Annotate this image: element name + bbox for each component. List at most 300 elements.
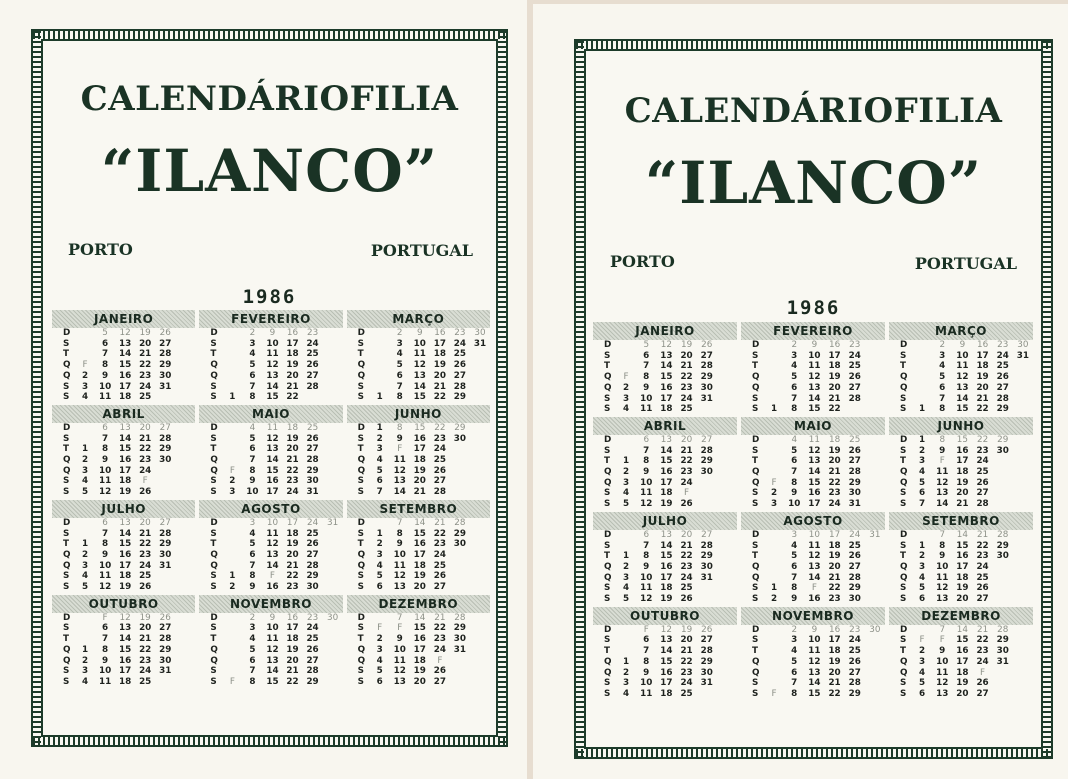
weekday-label: Q [604, 477, 612, 488]
day-number: 11 [808, 361, 821, 372]
day-number: 12 [413, 360, 426, 371]
day-number: 24 [139, 560, 152, 571]
day-number: 28 [700, 540, 713, 551]
day-number: 17 [660, 393, 673, 404]
week-row [75, 476, 195, 487]
week-row [616, 478, 737, 489]
day-number [370, 518, 390, 529]
day-number: 29 [159, 360, 172, 371]
weekday-label: S [604, 350, 611, 361]
weekday-label: Q [63, 549, 71, 560]
day-number: 28 [306, 560, 319, 571]
day-number [470, 455, 490, 466]
day-number: F [229, 465, 235, 476]
day-number: 7 [643, 445, 650, 456]
week-row [75, 392, 195, 403]
day-number: 26 [159, 612, 171, 623]
day-number: 3 [791, 529, 798, 540]
month-block [52, 405, 195, 498]
day-number: 12 [660, 340, 672, 350]
day-number: 13 [808, 667, 821, 678]
weekday-label: S [63, 476, 70, 487]
day-number: 17 [956, 561, 969, 572]
day-number: 11 [808, 434, 820, 445]
day-number [175, 666, 195, 677]
day-number: 19 [413, 571, 426, 582]
week-row [370, 550, 490, 561]
weekday-label: S [357, 381, 364, 392]
day-number [222, 550, 242, 561]
day-number: 4 [623, 404, 630, 415]
day-number: 3 [919, 561, 926, 572]
day-number: 31 [327, 517, 339, 528]
weekday-label: Q [752, 372, 760, 383]
week-row [616, 394, 737, 405]
day-number: 22 [976, 635, 989, 646]
day-number: 10 [640, 477, 653, 488]
day-number: 21 [413, 487, 426, 498]
day-number: 13 [660, 529, 672, 540]
weekday-label: D [357, 328, 365, 338]
day-number: 16 [828, 340, 841, 350]
day-number: 10 [788, 499, 801, 510]
weekday-label: S [357, 666, 364, 677]
day-number: 15 [808, 477, 821, 488]
day-number: 30 [996, 551, 1009, 562]
weekday-label: D [900, 624, 908, 635]
weekday-label: Q [210, 360, 218, 371]
day-number: 8 [396, 422, 403, 433]
day-number [865, 488, 885, 499]
day-number [370, 328, 390, 339]
day-number: 17 [828, 350, 841, 361]
day-number: 20 [286, 655, 299, 666]
day-number: 25 [680, 404, 693, 415]
weekday-label: S [210, 528, 217, 539]
weekday-label: S [752, 404, 759, 415]
day-number: 15 [119, 644, 132, 655]
weekday-column [752, 435, 764, 510]
day-number: 12 [393, 571, 406, 582]
weekday-label: D [63, 422, 71, 433]
day-number [616, 351, 636, 362]
day-number [470, 656, 490, 667]
week-row [616, 594, 737, 605]
day-number: 10 [808, 635, 821, 646]
day-number: 25 [306, 349, 319, 360]
day-number: 19 [956, 477, 969, 488]
day-number: 18 [119, 392, 132, 403]
week-row [222, 518, 342, 529]
day-number [450, 455, 470, 466]
weekday-label: Q [357, 455, 366, 466]
day-number [865, 594, 885, 605]
day-number [616, 625, 636, 636]
day-number: 3 [939, 350, 946, 361]
card-title: CALENDÁRIOFILIA [624, 91, 1003, 131]
city-label: PORTO [68, 240, 133, 259]
week-row [616, 404, 737, 415]
day-number [75, 634, 95, 645]
day-number: 29 [996, 635, 1009, 646]
day-number: 20 [680, 350, 693, 361]
day-number: 21 [956, 499, 969, 510]
weekday-label: S [210, 623, 217, 634]
weekday-column [752, 625, 764, 700]
day-number: 12 [266, 433, 279, 444]
weekday-label: S [63, 623, 70, 634]
day-number: 4 [249, 634, 256, 645]
day-number: F [771, 477, 777, 488]
day-number: 4 [623, 688, 630, 699]
day-number: 30 [700, 382, 713, 393]
weekday-label: D [210, 328, 218, 338]
day-number [1013, 646, 1033, 657]
day-number: 14 [808, 572, 821, 583]
day-number: 14 [266, 381, 279, 392]
day-number: 22 [828, 688, 841, 699]
day-number [1013, 383, 1033, 394]
day-number [865, 668, 885, 679]
day-number [323, 382, 343, 393]
day-number: 20 [680, 434, 693, 445]
day-number: 10 [808, 350, 821, 361]
week-row [764, 478, 885, 489]
day-number [370, 382, 390, 393]
day-number [470, 561, 490, 572]
day-number [993, 689, 1013, 700]
day-number: 21 [828, 678, 841, 689]
weekday-label: T [900, 361, 907, 372]
day-number: 15 [119, 539, 132, 550]
month-name: DEZEMBRO [889, 607, 1033, 625]
month-block [593, 322, 737, 415]
day-number [470, 371, 490, 382]
weekday-label: S [210, 487, 217, 498]
week-row [616, 372, 737, 383]
day-number: 7 [791, 467, 798, 478]
day-number: 4 [791, 361, 798, 372]
day-number: 18 [413, 455, 426, 466]
day-number: 24 [976, 656, 989, 667]
day-number: F [397, 444, 403, 455]
day-number: 26 [848, 445, 861, 456]
day-number: 31 [159, 381, 172, 392]
day-number: 28 [159, 528, 172, 539]
day-number: 4 [81, 476, 89, 487]
day-number: 22 [976, 404, 989, 415]
day-number: 28 [700, 646, 713, 657]
day-number: 17 [286, 623, 299, 634]
weekday-column [604, 530, 616, 605]
day-number: 9 [791, 488, 798, 499]
month-name: MARÇO [347, 310, 490, 328]
day-number: 5 [791, 656, 798, 667]
day-number [323, 476, 343, 487]
day-number: 22 [139, 539, 152, 550]
day-number [764, 541, 784, 552]
day-number: 28 [306, 381, 319, 392]
weekday-label: S [210, 666, 217, 677]
day-number [175, 529, 195, 540]
day-number: 11 [266, 349, 279, 360]
day-number: 3 [623, 393, 630, 404]
day-number: 29 [700, 372, 713, 383]
year-label: 1986 [786, 297, 841, 319]
day-number: 6 [791, 667, 798, 678]
day-number: 4 [376, 655, 383, 666]
weekday-label: S [604, 594, 611, 605]
day-number: 12 [640, 499, 653, 510]
day-number: 21 [680, 445, 693, 456]
weekday-column [63, 518, 75, 593]
week-row [370, 423, 490, 434]
week-row [222, 360, 342, 371]
week-row [912, 541, 1033, 552]
day-number: F [102, 612, 108, 623]
day-number [764, 562, 784, 573]
day-number: 1 [623, 551, 630, 562]
day-number [717, 668, 737, 679]
week-row [370, 656, 490, 667]
day-number: 9 [643, 667, 650, 678]
day-number [370, 360, 390, 371]
day-number: 16 [660, 382, 673, 393]
week-row [370, 434, 490, 445]
weekday-column [210, 613, 222, 688]
weekday-label: Q [357, 465, 366, 476]
day-number [470, 434, 490, 445]
weekday-label: S [900, 488, 907, 499]
day-number [323, 634, 343, 645]
day-number: 28 [848, 393, 861, 404]
day-number: 22 [828, 404, 841, 415]
day-number: 1 [376, 392, 383, 403]
month-name: AGOSTO [199, 500, 342, 518]
day-number: 14 [266, 455, 279, 466]
weekday-label: S [210, 582, 217, 593]
week-row [75, 349, 195, 360]
day-number: 14 [119, 528, 132, 539]
day-number: 19 [660, 499, 673, 510]
weekday-label: S [900, 594, 907, 605]
weekday-label: Q [210, 644, 218, 655]
weekday-label: S [63, 392, 70, 403]
day-number: 8 [102, 360, 109, 371]
day-number: 5 [249, 433, 256, 444]
day-number: 17 [976, 350, 989, 361]
day-number: 17 [119, 666, 132, 677]
day-number [155, 487, 175, 498]
weekday-label: Q [752, 561, 760, 572]
day-number [697, 404, 717, 415]
week-row [222, 434, 342, 445]
week-row [616, 678, 737, 689]
week-row [222, 382, 342, 393]
day-number: 18 [119, 571, 132, 582]
weekday-label: T [604, 361, 611, 372]
day-number: 28 [996, 393, 1009, 404]
day-number: 31 [700, 393, 713, 404]
weekday-label: Q [900, 372, 908, 383]
week-row [370, 613, 490, 624]
week-row [222, 392, 342, 403]
day-number: 29 [453, 528, 467, 539]
day-number [717, 488, 737, 499]
day-number [1013, 478, 1033, 489]
day-number [323, 466, 343, 477]
day-number: 10 [98, 560, 112, 571]
weekday-label: S [357, 676, 364, 687]
week-row [222, 476, 342, 487]
day-number [175, 466, 195, 477]
day-number: 3 [623, 678, 630, 689]
day-number: 2 [623, 467, 630, 478]
weekday-label: D [752, 624, 760, 635]
day-number: 27 [159, 517, 171, 528]
weekday-label: S [357, 528, 364, 539]
day-number: 19 [828, 445, 841, 456]
weekday-label: Q [357, 560, 366, 571]
day-number: 3 [81, 465, 89, 476]
day-number: 11 [808, 540, 821, 551]
day-number: 20 [433, 370, 446, 381]
day-number: 9 [102, 370, 109, 381]
day-number [717, 372, 737, 383]
day-number: 9 [102, 655, 109, 666]
day-number: 3 [229, 487, 236, 498]
week-row [912, 478, 1033, 489]
day-number: 30 [996, 646, 1009, 657]
week-row [764, 404, 885, 415]
week-row [222, 423, 342, 434]
day-number: 11 [266, 422, 279, 433]
day-number: 19 [680, 340, 693, 350]
weekday-label: S [604, 499, 611, 510]
weekday-label: T [752, 551, 759, 562]
day-number: 19 [433, 360, 446, 371]
weekday-label: T [900, 456, 907, 467]
day-number [470, 487, 490, 498]
day-number: 27 [848, 456, 861, 467]
day-number: 16 [266, 582, 279, 593]
day-number [323, 455, 343, 466]
weekday-label: S [752, 445, 759, 456]
day-number [717, 678, 737, 689]
week-row [764, 646, 885, 657]
day-number: 15 [956, 434, 968, 445]
day-number: 14 [956, 529, 968, 540]
day-number: 13 [936, 594, 949, 605]
day-number [323, 539, 343, 550]
day-number: 1 [81, 644, 89, 655]
weekday-label: Q [900, 467, 908, 478]
day-number [912, 351, 932, 362]
day-number: 15 [266, 392, 279, 403]
day-number: 13 [119, 623, 132, 634]
day-number [616, 635, 636, 646]
day-number [470, 634, 490, 645]
day-number [993, 478, 1013, 489]
day-number [764, 340, 784, 351]
weekday-label: D [357, 612, 365, 623]
day-number: F [811, 583, 817, 594]
day-number: 24 [996, 350, 1009, 361]
day-number [865, 678, 885, 689]
day-number: 5 [249, 539, 256, 550]
day-number: 2 [771, 594, 778, 605]
week-row [75, 571, 195, 582]
day-number: 15 [414, 422, 426, 433]
week-row [764, 456, 885, 467]
day-number: 9 [811, 624, 818, 635]
day-number: 14 [413, 381, 426, 392]
day-number [323, 529, 343, 540]
day-number [450, 677, 470, 688]
day-number: 28 [700, 361, 713, 372]
day-number: 17 [266, 487, 279, 498]
day-number: 3 [919, 656, 926, 667]
week-row [370, 539, 490, 550]
week-row [370, 582, 490, 593]
weekday-label: Q [63, 644, 71, 655]
day-number [450, 476, 470, 487]
weekday-column [900, 435, 912, 510]
week-row [912, 446, 1033, 457]
month-name: JANEIRO [593, 322, 737, 340]
day-number: 4 [81, 392, 89, 403]
day-number: 20 [828, 561, 841, 572]
weekday-label: S [63, 487, 70, 498]
day-number: 28 [159, 433, 172, 444]
weekday-label: T [357, 539, 364, 550]
day-number: 26 [306, 644, 319, 655]
day-number: 23 [433, 539, 446, 550]
day-number [222, 656, 242, 667]
month-name: AGOSTO [741, 512, 885, 530]
week-row [75, 550, 195, 561]
week-row [912, 383, 1033, 394]
week-row [222, 634, 342, 645]
day-number: 5 [623, 499, 630, 510]
day-number: F [684, 488, 690, 499]
day-number: 5 [643, 340, 650, 350]
day-number: 6 [396, 370, 403, 381]
day-number: 11 [640, 404, 653, 415]
day-number: 21 [286, 381, 299, 392]
day-number: 25 [306, 634, 319, 645]
day-number [717, 478, 737, 489]
day-number [1013, 404, 1033, 415]
month-block [199, 595, 342, 688]
day-number: 3 [396, 338, 403, 349]
day-number: 3 [249, 338, 256, 349]
day-number [717, 351, 737, 362]
day-number: 15 [266, 465, 279, 476]
day-number [370, 349, 390, 360]
day-number: 25 [680, 583, 693, 594]
day-number [764, 678, 784, 689]
day-number: 5 [791, 372, 798, 383]
day-number: 24 [848, 635, 861, 646]
day-number: 3 [376, 644, 383, 655]
city-label: PORTO [610, 252, 675, 271]
day-number: 25 [433, 455, 446, 466]
day-number [717, 594, 737, 605]
weekday-column [604, 625, 616, 700]
day-number [865, 351, 885, 362]
day-number: 13 [808, 456, 821, 467]
